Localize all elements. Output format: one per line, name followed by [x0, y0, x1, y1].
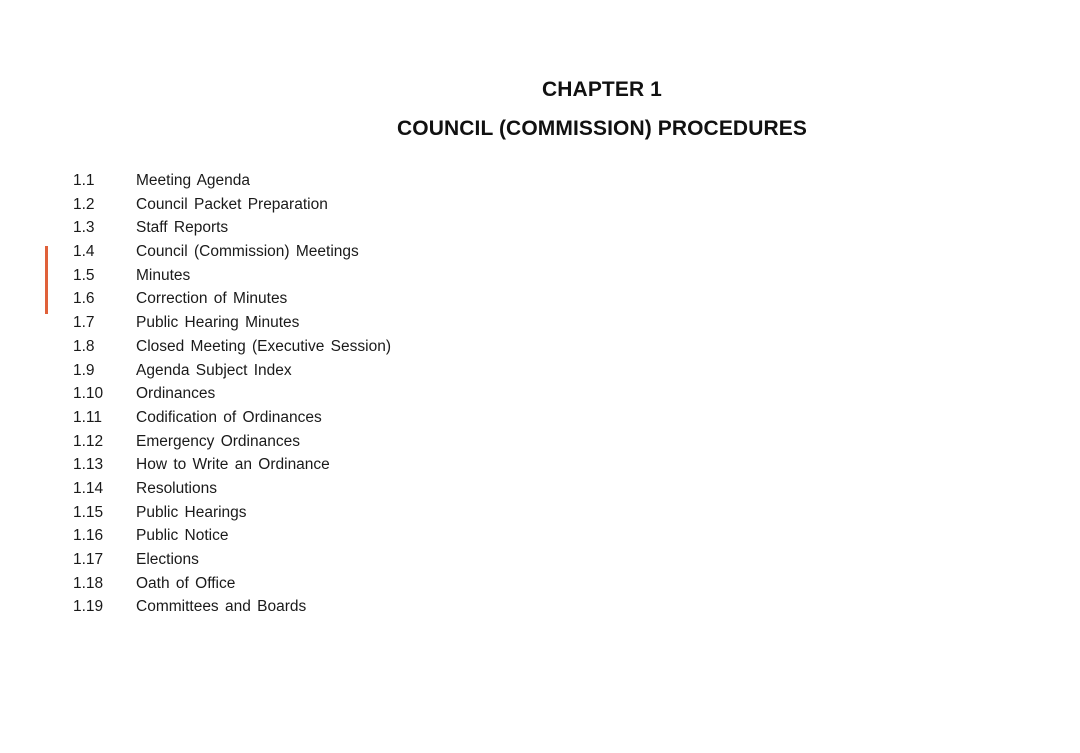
toc-entry-title: Emergency Ordinances [136, 432, 300, 450]
toc-entry [73, 335, 391, 359]
toc-entry-number: 1.8 [73, 337, 95, 355]
toc-entry [73, 193, 391, 217]
toc-entry-title: Agenda Subject Index [136, 361, 292, 379]
toc-entry-number: 1.4 [73, 243, 95, 261]
toc-entry-title: Oath of Office [136, 574, 236, 592]
toc-entry-number: 1.14 [73, 479, 104, 497]
toc-entry-number: 1.1 [73, 172, 95, 189]
toc-entry [73, 477, 391, 501]
toc-entry-number: 1.9 [73, 361, 95, 379]
toc-entry [73, 406, 391, 430]
toc-entry [73, 240, 391, 264]
toc-entry [73, 216, 391, 240]
toc-entry-title: Resolutions [136, 479, 217, 497]
toc-entry-title: Council (Commission) Meetings [136, 243, 359, 261]
toc-entry [73, 572, 391, 596]
toc-entry-title: Minutes [136, 266, 191, 284]
toc-entry [73, 524, 391, 548]
chapter-title: COUNCIL (COMMISSION) PROCEDURES [397, 117, 807, 140]
toc-entry-number: 1.18 [73, 574, 104, 592]
toc-entry-number: 1.2 [73, 195, 95, 213]
toc-entry-number: 1.13 [73, 456, 104, 474]
toc-entry-number: 1.15 [73, 503, 104, 521]
toc-entry [73, 548, 391, 572]
toc-entry-title: Meeting Agenda [136, 172, 251, 189]
toc-entry-number: 1.12 [73, 432, 104, 450]
toc-entry-number: 1.19 [73, 598, 104, 616]
revision-change-bar [45, 246, 48, 314]
table-of-contents [73, 169, 391, 619]
toc-entry-title: How to Write an Ordinance [136, 456, 330, 474]
toc-entry [73, 287, 391, 311]
toc-entry-number: 1.7 [73, 314, 95, 332]
toc-entry-number: 1.11 [73, 408, 103, 426]
toc-entry-number: 1.16 [73, 527, 104, 545]
toc-entry-title: Correction of Minutes [136, 290, 288, 308]
toc-entry-number: 1.10 [73, 385, 104, 403]
toc-entry-number: 1.5 [73, 266, 95, 284]
toc-entry-title: Staff Reports [136, 219, 229, 237]
toc-entry [73, 501, 391, 525]
toc-entry [73, 382, 391, 406]
toc-entry [73, 595, 391, 619]
chapter-heading: CHAPTER 1 [542, 78, 662, 101]
toc-entry-title: Public Notice [136, 527, 229, 545]
toc-entry-title: Ordinances [136, 385, 216, 403]
toc-entry-title: Closed Meeting (Executive Session) [136, 337, 391, 355]
toc-entry [73, 311, 391, 335]
toc-entry-number: 1.17 [73, 551, 104, 568]
toc-entry-title: Committees and Boards [136, 598, 307, 616]
toc-entry-number: 1.6 [73, 290, 95, 308]
toc-entry [73, 453, 391, 477]
toc-entry-title: Public Hearings [136, 503, 247, 521]
toc-entry-number: 1.3 [73, 219, 95, 237]
toc-entry [73, 264, 391, 288]
toc-entry [73, 169, 391, 193]
toc-entry-title: Council Packet Preparation [136, 195, 328, 213]
toc-entry-title: Codification of Ordinances [136, 408, 322, 426]
toc-entry [73, 359, 391, 383]
toc-entry-title: Elections [136, 551, 199, 568]
toc-entry [73, 430, 391, 454]
toc-entry-title: Public Hearing Minutes [136, 314, 300, 332]
